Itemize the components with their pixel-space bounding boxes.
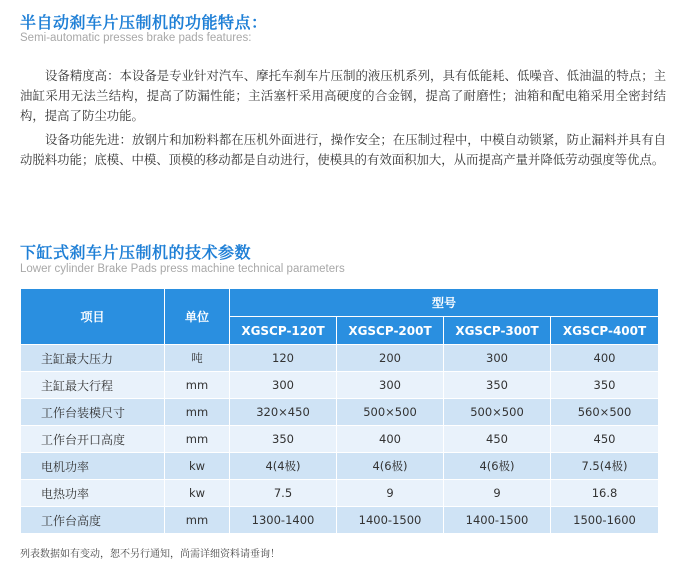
- features-paragraph-precision: 设备精度高：本设备是专业针对汽车、摩托车刹车片压制的液压机系列，具有低能耗、低噪音、低油温的特点；主油缸采用无法兰结构，提高了防漏性能；主活塞杆采用高硬度的合金钢，提高了耐磨性；油箱和配电箱采用全密封结构，提高了防尘功能。: [20, 68, 666, 123]
- row-value: 9: [337, 480, 443, 506]
- header-item: 项目: [21, 289, 164, 344]
- row-value: 320×450: [230, 399, 336, 425]
- row-value: 300: [444, 345, 550, 371]
- row-value: 4(6极): [444, 453, 550, 479]
- header-unit: 单位: [165, 289, 229, 344]
- table-row: [21, 480, 658, 506]
- header-model-300t: XGSCP-300T: [444, 317, 550, 344]
- header-model: 型号: [230, 289, 658, 316]
- row-name: 主缸最大行程: [21, 372, 164, 398]
- row-value: 7.5(4极): [551, 453, 658, 479]
- table-row: [21, 507, 658, 533]
- row-value: 400: [337, 426, 443, 452]
- specs-table: [20, 288, 659, 534]
- row-unit: mm: [165, 507, 229, 533]
- header-model-200t: XGSCP-200T: [337, 317, 443, 344]
- row-unit: mm: [165, 426, 229, 452]
- row-value: 560×500: [551, 399, 658, 425]
- row-value: 4(4极): [230, 453, 336, 479]
- row-value: 400: [551, 345, 658, 371]
- row-value: 9: [444, 480, 550, 506]
- row-value: 350: [230, 426, 336, 452]
- table-row: [21, 453, 658, 479]
- row-value: 500×500: [444, 399, 550, 425]
- row-value: 4(6极): [337, 453, 443, 479]
- row-value: 1300-1400: [230, 507, 336, 533]
- row-value: 350: [551, 372, 658, 398]
- specs-subtitle: Lower cylinder Brake Pads press machine technical parameters: [20, 263, 345, 275]
- table-row: [21, 345, 658, 371]
- row-unit: kw: [165, 480, 229, 506]
- row-value: 200: [337, 345, 443, 371]
- row-unit: 吨: [165, 345, 229, 371]
- row-value: 7.5: [230, 480, 336, 506]
- row-name: 工作台开口高度: [21, 426, 164, 452]
- row-unit: kw: [165, 453, 229, 479]
- table-row: [21, 372, 658, 398]
- table-row: [21, 426, 658, 452]
- features-title: 半自动刹车片压制机的功能特点：: [20, 13, 268, 32]
- row-value: 450: [551, 426, 658, 452]
- features-subtitle: Semi-automatic presses brake pads features:: [20, 32, 252, 44]
- row-value: 300: [337, 372, 443, 398]
- row-value: 300: [230, 372, 336, 398]
- row-name: 电热功率: [21, 480, 164, 506]
- row-unit: mm: [165, 399, 229, 425]
- features-paragraph-function: 设备功能先进：放钢片和加粉料都在压机外面进行，操作安全；在压制过程中，中模自动锁紧，防止漏料并具有自动脱料功能；底模、中模、顶模的移动都是自动进行，使模具的有效面积加大，从而提高产量并降低劳动强度等优点。: [20, 132, 666, 167]
- row-name: 电机功率: [21, 453, 164, 479]
- row-name: 工作台高度: [21, 507, 164, 533]
- row-value: 500×500: [337, 399, 443, 425]
- row-value: 1500-1600: [551, 507, 658, 533]
- row-value: 1400-1500: [444, 507, 550, 533]
- header-model-120t: XGSCP-120T: [230, 317, 336, 344]
- table-row: [21, 399, 658, 425]
- disclaimer-note: 列表数据如有变动，恕不另行通知，尚需详细资料请垂询！: [20, 549, 280, 560]
- row-unit: mm: [165, 372, 229, 398]
- row-value: 350: [444, 372, 550, 398]
- row-name: 工作台装模尺寸: [21, 399, 164, 425]
- row-value: 120: [230, 345, 336, 371]
- row-value: 1400-1500: [337, 507, 443, 533]
- specs-table-container: [20, 288, 656, 534]
- row-value: 16.8: [551, 480, 658, 506]
- row-name: 主缸最大压力: [21, 345, 164, 371]
- header-model-400t: XGSCP-400T: [551, 317, 658, 344]
- row-value: 450: [444, 426, 550, 452]
- specs-title: 下缸式刹车片压制机的技术参数: [20, 243, 252, 262]
